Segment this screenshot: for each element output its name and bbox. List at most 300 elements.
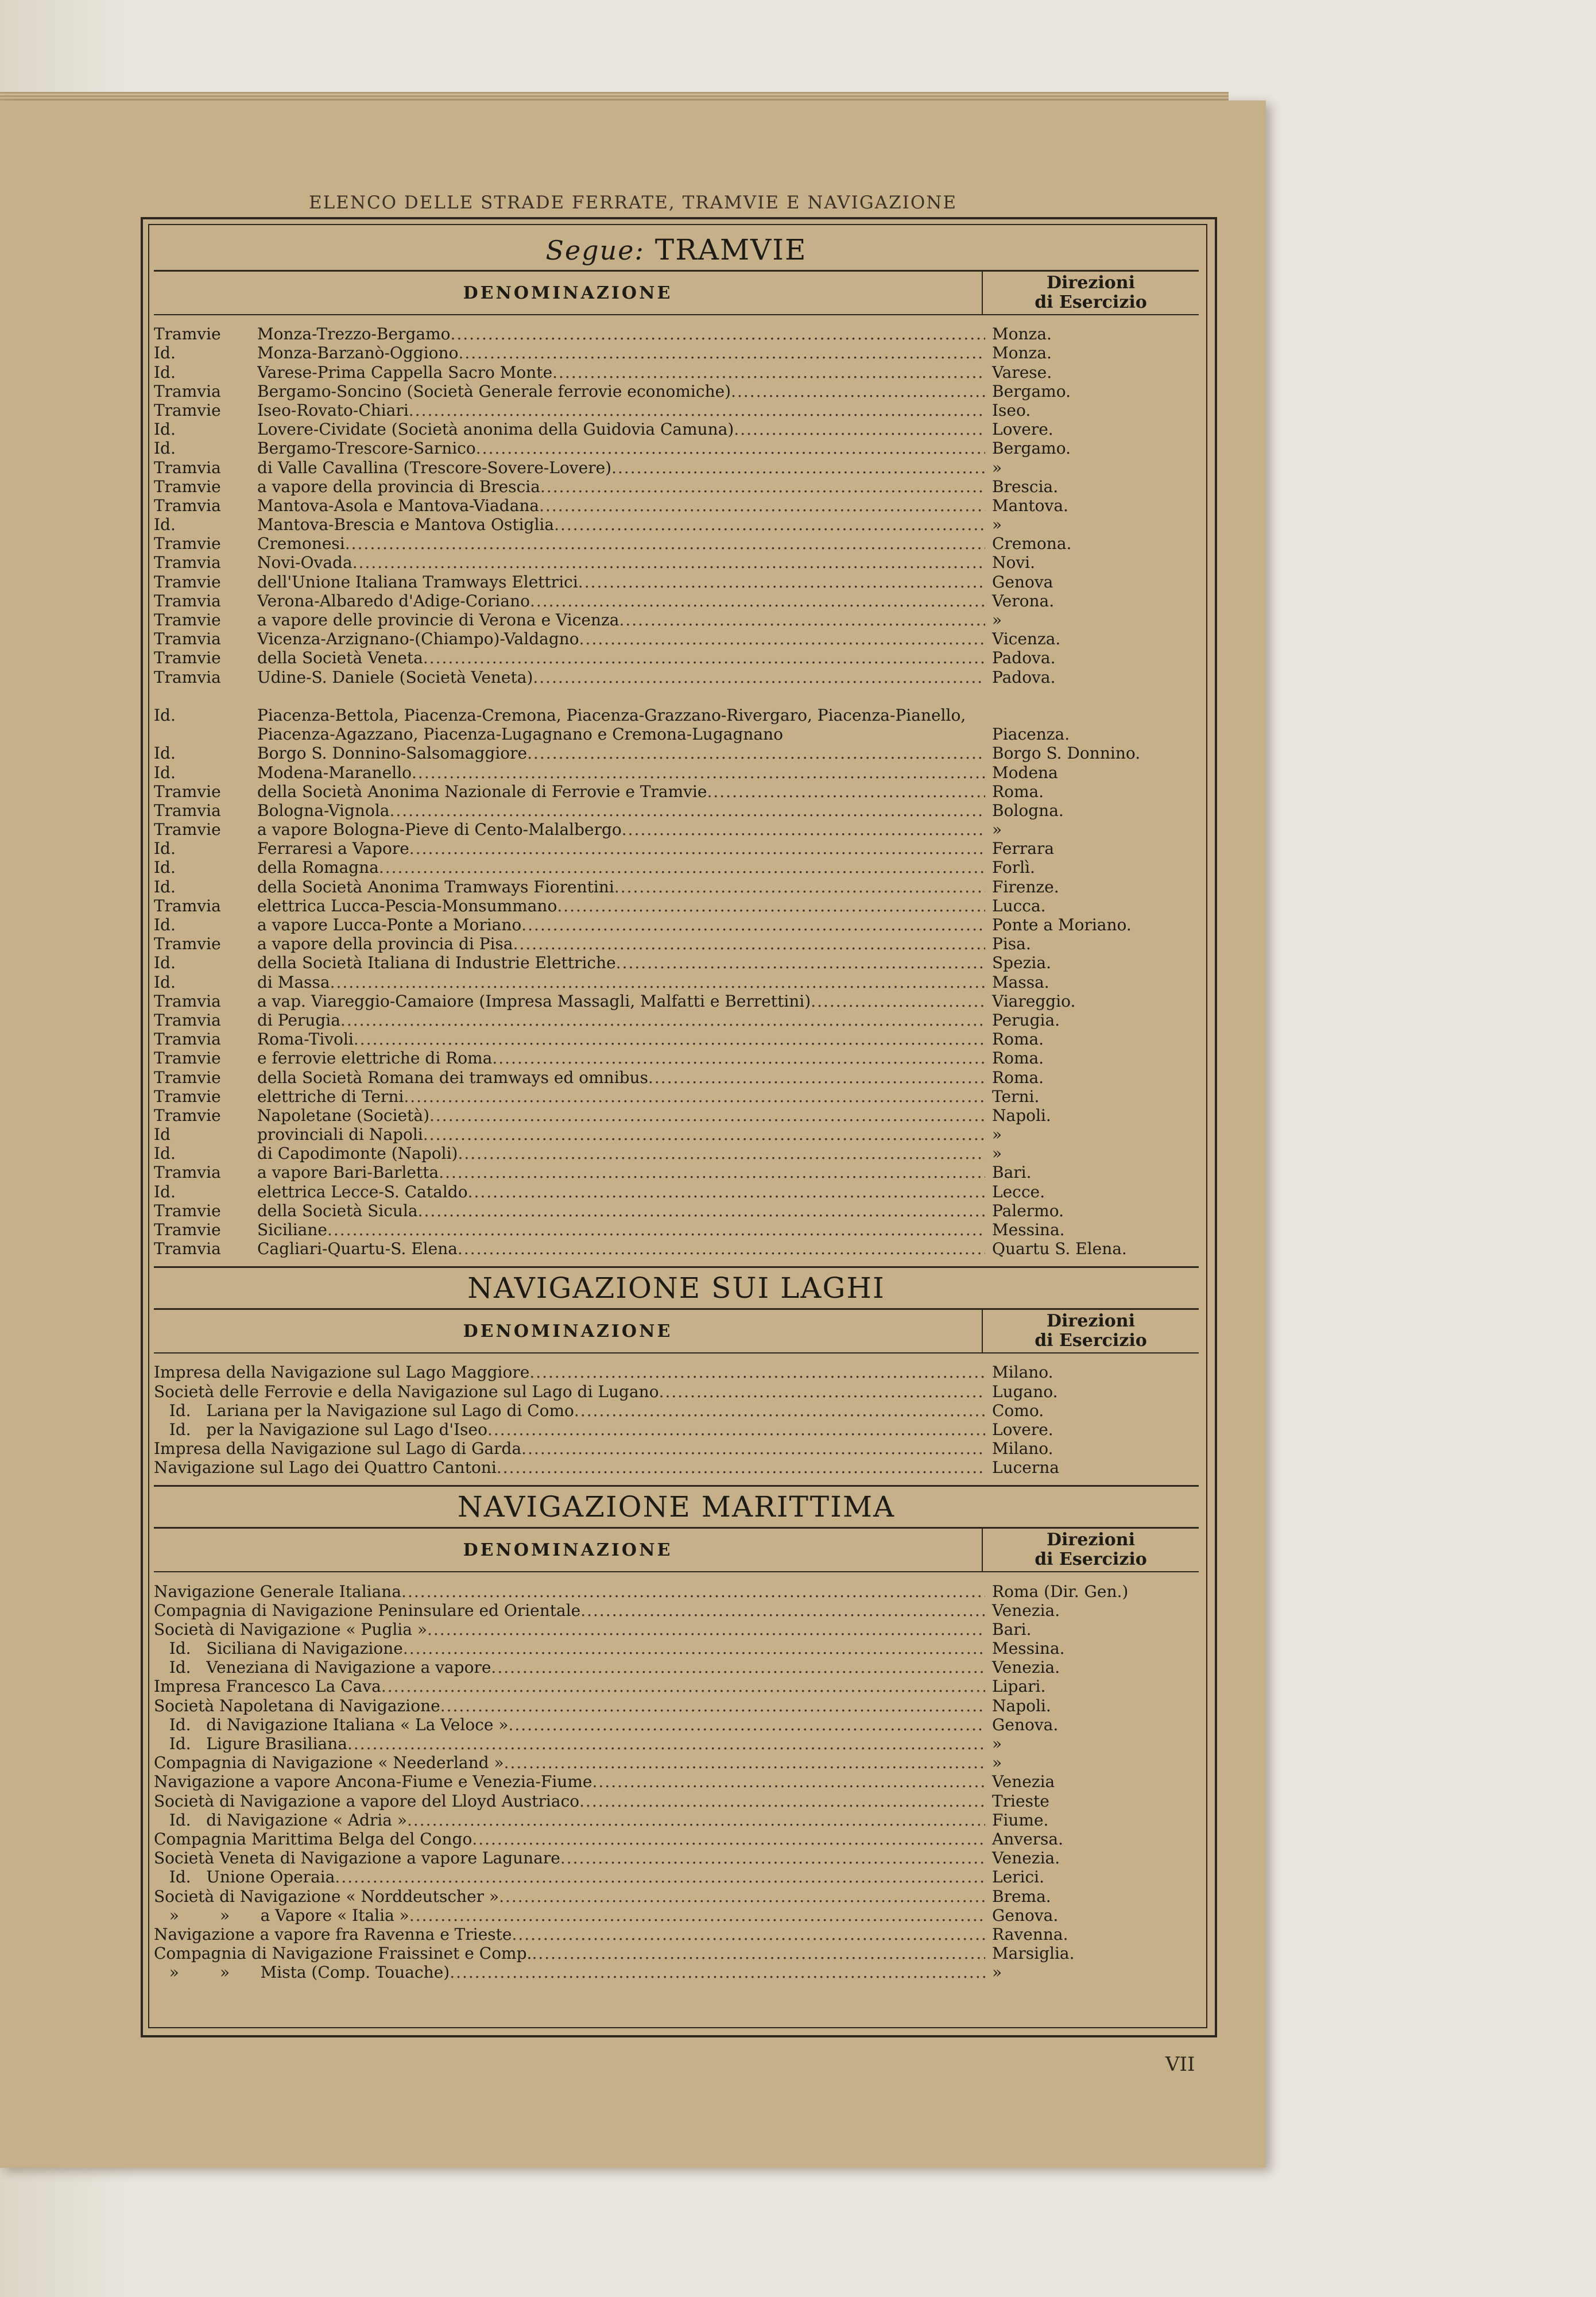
leader-dots (557, 896, 985, 915)
row-name: Compagnia di Navigazione Fraissinet e Comp. (154, 1944, 532, 1963)
row-type: Tramvia (154, 896, 221, 915)
table-row (154, 1049, 1199, 1068)
row-type: Tramvie (154, 324, 221, 344)
leader-dots (560, 1849, 985, 1867)
table-row (154, 1772, 1199, 1791)
direzione-cell: » (992, 1125, 1002, 1144)
direzione-cell: Terni. (992, 1086, 1040, 1106)
row-name: » » a Vapore « Italia » (154, 1905, 409, 1925)
row-name: di Massa (257, 972, 330, 992)
row-name: Iseo-Rovato-Chiari (257, 400, 409, 420)
row-type: Tramvie (154, 400, 221, 420)
denominazione-cell (154, 534, 985, 553)
leader-dots (407, 1811, 985, 1830)
row-type: Id. (154, 744, 176, 763)
table-row (154, 1963, 1199, 1982)
row-name: e ferrovie elettriche di Roma (257, 1049, 493, 1068)
leader-dots (330, 973, 985, 992)
row-type: Id. (154, 877, 176, 896)
leader-dots (458, 1144, 985, 1163)
direzione-cell: Palermo. (992, 1201, 1064, 1220)
row-name: Bergamo-Soncino (Società Generale ferrovie economiche) (257, 381, 731, 401)
row-type: Id. (154, 915, 176, 935)
row-name: Lovere-Cividate (Società anonima della Guidovia Camuna) (257, 420, 734, 439)
row-name: Società di Navigazione « Puglia » (154, 1619, 427, 1639)
section-tramvie (154, 230, 1199, 1258)
title-tramvie: TRAMVIE (654, 233, 807, 266)
denominazione-cell (154, 1458, 985, 1477)
denominazione-cell (154, 1401, 985, 1420)
row-type: Id. (154, 706, 176, 725)
table-row (154, 382, 1199, 401)
leader-dots (580, 1601, 985, 1620)
table-row (154, 1382, 1199, 1401)
leader-dots (521, 1439, 985, 1458)
direzione-cell: Varese. (992, 362, 1052, 382)
row-name: elettrica Lucca-Pescia-Monsummano (257, 896, 557, 915)
row-type: Tramvia (154, 1010, 221, 1030)
leader-dots (423, 648, 985, 667)
table-row (154, 420, 1199, 439)
table-row (154, 801, 1199, 820)
table-row (154, 1420, 1199, 1439)
row-type: Id. (154, 858, 176, 877)
row-name: a vapore della provincia di Brescia (257, 477, 540, 496)
denominazione-cell (154, 1753, 985, 1772)
leader-dots (521, 915, 985, 934)
direzione-cell: Fiume. (992, 1810, 1049, 1830)
denominazione-cell (154, 515, 985, 534)
row-name: Id. Ligure Brasiliana (154, 1734, 347, 1754)
denominazione-cell (154, 1363, 985, 1382)
row-name: Napoletane (Società) (257, 1105, 429, 1125)
direzione-cell: Lovere. (992, 1420, 1053, 1439)
row-name: a vapore Lucca-Ponte a Moriano (257, 915, 522, 935)
denominazione-cell (154, 1963, 985, 1982)
table-row (154, 1849, 1199, 1867)
leader-dots (340, 1011, 985, 1030)
denominazione-cell (154, 1792, 985, 1811)
table-row (154, 515, 1199, 534)
direzione-cell: Mantova. (992, 496, 1068, 515)
row-name: Impresa della Navigazione sul Lago Maggiore (154, 1363, 530, 1382)
table-row (154, 1087, 1199, 1106)
denominazione-cell (154, 553, 985, 572)
denominazione-cell (154, 610, 985, 629)
section-title-tramvie (154, 230, 1199, 270)
denominazione-cell (154, 1867, 985, 1886)
row-type: Id. (154, 362, 176, 382)
denominazione-cell (154, 801, 985, 820)
direzione-cell: Viareggio. (992, 991, 1076, 1011)
title-segue: Segue: (545, 235, 645, 266)
direzione-cell: Messina. (992, 1639, 1065, 1658)
direzione-cell: Ravenna. (992, 1924, 1068, 1944)
table-row (154, 1906, 1199, 1925)
denominazione-cell (154, 1658, 985, 1677)
row-name: Modena-Maranello (257, 763, 412, 782)
table-row (154, 1811, 1199, 1830)
row-name: Id. di Navigazione « Adria » (154, 1810, 407, 1830)
table-row (154, 648, 1199, 667)
table-row (154, 1581, 1199, 1600)
leader-dots (527, 744, 985, 763)
direzione-cell: » (992, 1734, 1002, 1754)
denominazione-cell (154, 973, 985, 992)
denominazione-cell (154, 1182, 985, 1201)
column-header (154, 272, 1199, 315)
denominazione-cell (154, 496, 985, 515)
table-row (154, 1601, 1199, 1620)
leader-dots (352, 553, 985, 572)
denominazione-cell (154, 1906, 985, 1925)
denominazione-cell (154, 1601, 985, 1620)
leader-dots (731, 382, 985, 401)
table-row (154, 1163, 1199, 1182)
row-name: Id. Unione Operaia (154, 1867, 335, 1887)
row-name: della Società Italiana di Industrie Elettriche (257, 953, 616, 973)
row-name: Mantova-Brescia e Mantova Ostiglia (257, 515, 555, 535)
direzione-cell: Firenze. (992, 877, 1059, 896)
leader-dots (509, 1715, 986, 1734)
row-name: Navigazione sul Lago dei Quattro Cantoni (154, 1458, 497, 1478)
row-name: Bologna-Vignola (257, 801, 390, 820)
denominazione-cell (154, 401, 985, 420)
table-row (154, 687, 1199, 744)
row-type: Tramvia (154, 991, 221, 1011)
direzione-cell: Perugia. (992, 1010, 1060, 1030)
denominazione-cell (154, 1220, 985, 1239)
leader-dots (491, 1658, 985, 1677)
leader-dots (429, 1106, 985, 1125)
direzione-cell: Lipari. (992, 1677, 1046, 1696)
denominazione-cell (154, 1087, 985, 1106)
row-type: Tramvia (154, 667, 221, 687)
denominazione-cell (154, 1887, 985, 1906)
row-type: Tramvie (154, 934, 221, 954)
table-row (154, 1182, 1199, 1201)
leader-dots (345, 534, 985, 553)
leader-dots (379, 858, 985, 877)
direzione-cell: Cremona. (992, 534, 1072, 554)
leader-dots (389, 801, 985, 820)
direzione-cell: Forlì. (992, 858, 1035, 877)
row-name: Udine-S. Daniele (Società Veneta) (257, 667, 533, 687)
column-header (154, 1310, 1199, 1354)
row-name: a vap. Viareggio-Camaiore (Impresa Massagli, Malfatti e Berrettini) (257, 991, 811, 1011)
row-type: Tramvia (154, 801, 221, 820)
row-name: di Capodimonte (Napoli) (257, 1144, 458, 1163)
table-row (154, 667, 1199, 686)
row-name: di Valle Cavallina (Trescore-Sovere-Lovere) (257, 458, 612, 477)
table-row (154, 1830, 1199, 1849)
denominazione-cell (154, 439, 985, 458)
direzione-cell: » (992, 1963, 1002, 1982)
page-number: VII (1165, 2053, 1195, 2076)
row-type: Tramvie (154, 1068, 221, 1087)
denominazione-cell (154, 1582, 985, 1601)
table-row (154, 1401, 1199, 1420)
denominazione-cell (154, 706, 985, 744)
direzione-cell: Padova. (992, 667, 1056, 687)
row-name: Id. Lariana per la Navigazione sul Lago di Como (154, 1401, 574, 1420)
row-name: della Società Romana dei tramways ed omnibus (257, 1068, 648, 1087)
table-row (154, 934, 1199, 953)
direzione-cell: Lucerna (992, 1458, 1059, 1478)
table-row (154, 1658, 1199, 1677)
leader-dots (552, 363, 985, 382)
direzione-cell: Lovere. (992, 420, 1053, 439)
row-name: Navigazione a vapore fra Ravenna e Trieste (154, 1924, 512, 1944)
tramvie-list (154, 324, 1199, 1258)
table-row (154, 1753, 1199, 1772)
row-name: Società Veneta di Navigazione a vapore Lagunare (154, 1849, 560, 1868)
denominazione-cell (154, 1439, 985, 1458)
row-name: a vapore della provincia di Pisa (257, 934, 513, 954)
direzione-cell: Anversa. (992, 1829, 1063, 1849)
col-direzioni (982, 272, 1199, 315)
denominazione-cell (154, 1620, 985, 1639)
row-type: Tramvie (154, 820, 221, 840)
leader-dots (476, 439, 985, 458)
leader-dots (592, 1772, 985, 1791)
table-row (154, 1458, 1199, 1477)
denominazione-cell (154, 782, 985, 801)
row-name: Id. Siciliana di Navigazione (154, 1639, 403, 1658)
direzione-cell: Venezia. (992, 1658, 1060, 1677)
row-type: Tramvie (154, 1105, 221, 1125)
direzione-cell: Lecce. (992, 1182, 1045, 1201)
direzione-cell: Massa. (992, 972, 1049, 992)
row-type: Id. (154, 1182, 176, 1201)
row-type: Id (154, 1125, 171, 1144)
denominazione-cell (154, 1144, 985, 1163)
direzione-cell: Genova. (992, 1905, 1059, 1925)
col-direzioni-line1: Direzioni (1047, 273, 1135, 293)
denominazione-cell (154, 1849, 985, 1867)
leader-dots (327, 1220, 985, 1239)
row-name: Mantova-Asola e Mantova-Viadana (257, 496, 540, 515)
table-row (154, 763, 1199, 782)
row-type: Id. (154, 953, 176, 973)
denominazione-cell (154, 458, 985, 477)
row-name: Compagnia di Navigazione « Neederland » (154, 1753, 504, 1773)
row-type: Tramvie (154, 610, 221, 629)
direzione-cell: Ferrara (992, 839, 1055, 859)
leader-dots (707, 782, 985, 801)
leader-dots (409, 1906, 985, 1925)
table-row (154, 820, 1199, 839)
direzione-cell: Genova (992, 572, 1053, 591)
row-name: elettriche di Terni (257, 1086, 404, 1106)
row-type: Tramvia (154, 1239, 221, 1259)
row-name: a vapore delle provincie di Verona e Vicenza (257, 610, 619, 629)
row-name: Bergamo-Trescore-Sarnico (257, 439, 476, 458)
leader-dots (381, 1677, 985, 1696)
row-type: Tramvie (154, 648, 221, 668)
content-area (154, 230, 1199, 2018)
row-name: Navigazione a vapore Ancona-Fiume e Venezia-Fiume (154, 1772, 592, 1792)
denominazione-cell (154, 324, 985, 343)
denominazione-cell (154, 1030, 985, 1049)
row-name: Novi-Ovada (257, 553, 352, 573)
row-type: Id. (154, 420, 176, 439)
section-laghi (154, 1268, 1199, 1477)
row-name: » » Mista (Comp. Touache) (154, 1963, 450, 1982)
leader-dots (472, 1830, 985, 1849)
row-name: Compagnia di Navigazione Peninsulare ed Orientale (154, 1600, 581, 1620)
denominazione-cell (154, 877, 985, 896)
table-row (154, 972, 1199, 991)
row-type: Tramvie (154, 782, 221, 801)
direzione-cell: Modena (992, 763, 1058, 782)
leader-dots (574, 1401, 985, 1420)
col-direzioni-line2: di Esercizio (1035, 1331, 1147, 1351)
table-row (154, 1791, 1199, 1810)
direzione-cell: Lucca. (992, 896, 1046, 915)
denominazione-cell (154, 992, 985, 1011)
leader-dots (504, 1753, 985, 1772)
leader-dots (811, 992, 985, 1011)
row-name: Società delle Ferrovie e della Navigazione sul Lago di Lugano (154, 1382, 659, 1401)
denominazione-cell (154, 343, 985, 362)
row-type: Id. (154, 972, 176, 992)
table-row (154, 1734, 1199, 1753)
row-name: Ferraresi a Vapore (257, 839, 409, 859)
denominazione-cell (154, 1811, 985, 1830)
row-name: della Romagna (257, 858, 379, 877)
direzione-cell: Quartu S. Elena. (992, 1239, 1127, 1259)
direzione-cell: Genova. (992, 1715, 1059, 1734)
row-type: Tramvie (154, 1086, 221, 1106)
direzione-cell: Messina. (992, 1220, 1065, 1240)
row-name: Borgo S. Donnino-Salsomaggiore (257, 744, 528, 763)
row-type: Tramvie (154, 1201, 221, 1220)
leader-dots (614, 877, 985, 896)
direzione-cell: Padova. (992, 648, 1056, 668)
row-name: provinciali di Napoli (257, 1125, 423, 1144)
table-row (154, 458, 1199, 477)
table-row (154, 439, 1199, 458)
col-direzioni-line1: Direzioni (1047, 1530, 1135, 1550)
table-row (154, 1030, 1199, 1049)
row-name: a vapore Bari-Barletta (257, 1163, 439, 1182)
leader-dots (404, 1087, 985, 1106)
table-row (154, 1677, 1199, 1696)
row-name: Impresa della Navigazione sul Lago di Garda (154, 1439, 522, 1459)
section-title-laghi: NAVIGAZIONE SUI LAGHI (467, 1271, 885, 1305)
leader-dots (513, 934, 985, 953)
leader-dots (497, 1458, 985, 1477)
row-name: Società Napoletana di Navigazione (154, 1696, 440, 1715)
denominazione-cell (154, 629, 985, 648)
table-row (154, 1867, 1199, 1886)
denominazione-cell (154, 1639, 985, 1658)
denominazione-cell (154, 1125, 985, 1144)
table-row (154, 1715, 1199, 1734)
direzione-cell: » (992, 820, 1002, 840)
table-row (154, 362, 1199, 381)
column-header (154, 1529, 1199, 1572)
denominazione-cell (154, 420, 985, 439)
table-row (154, 591, 1199, 610)
direzione-cell: Borgo S. Donnino. (992, 744, 1141, 763)
row-type: Tramvia (154, 381, 221, 401)
row-name: Id. per la Navigazione sul Lago d'Iseo (154, 1420, 487, 1439)
row-name: Monza-Barzanò-Oggiono (257, 343, 459, 363)
leader-dots (512, 1925, 985, 1944)
leader-dots (492, 1049, 985, 1068)
direzione-cell: Roma (Dir. Gen.) (992, 1581, 1129, 1601)
row-name: Siciliane (257, 1220, 327, 1240)
leader-dots (532, 1944, 985, 1963)
leader-dots (530, 591, 985, 610)
direzione-cell: Vicenza. (992, 629, 1061, 649)
row-type: Tramvia (154, 553, 221, 573)
col-direzioni-line2: di Esercizio (1035, 1549, 1147, 1570)
direzione-cell: Monza. (992, 324, 1052, 344)
denominazione-cell (154, 648, 985, 667)
row-type: Id. (154, 839, 176, 859)
direzione-cell: Ponte a Moriano. (992, 915, 1132, 935)
leader-dots (619, 610, 985, 629)
leader-dots (458, 1239, 985, 1258)
row-type: Tramvie (154, 477, 221, 496)
table-row (154, 1239, 1199, 1258)
direzione-cell: Brema. (992, 1886, 1051, 1906)
leader-dots (335, 1867, 985, 1886)
denominazione-cell (154, 573, 985, 591)
table-row (154, 1944, 1199, 1963)
row-name: elettrica Lecce-S. Cataldo (257, 1182, 468, 1201)
row-type: Tramvie (154, 1049, 221, 1068)
table-row (154, 1220, 1199, 1239)
section-marittima (154, 1487, 1199, 1982)
leader-dots (648, 1068, 985, 1087)
leader-dots (439, 1163, 985, 1182)
row-name: Società di Navigazione « Norddeutscher » (154, 1886, 499, 1906)
denominazione-cell (154, 1049, 985, 1068)
table-row (154, 744, 1199, 763)
denominazione-cell (154, 1944, 985, 1963)
table-row (154, 1439, 1199, 1458)
table-row (154, 324, 1199, 343)
denominazione-cell (154, 915, 985, 934)
row-name: Società di Navigazione a vapore del Lloyd Austriaco (154, 1791, 580, 1811)
col-denominazione: DENOMINAZIONE (154, 1310, 982, 1354)
table-row (154, 915, 1199, 934)
leader-dots (611, 458, 985, 477)
row-name: Id. di Navigazione Italiana « La Veloce » (154, 1715, 509, 1734)
denominazione-cell (154, 763, 985, 782)
direzione-cell: Venezia. (992, 1600, 1060, 1620)
leader-dots (423, 1125, 985, 1144)
table-row (154, 896, 1199, 915)
table-row (154, 782, 1199, 801)
denominazione-cell (154, 896, 985, 915)
table-row (154, 839, 1199, 858)
denominazione-cell (154, 1830, 985, 1849)
marittima-list (154, 1581, 1199, 1982)
table-row (154, 1068, 1199, 1086)
leader-dots (554, 515, 985, 534)
row-type: Tramvia (154, 591, 221, 610)
leader-dots (499, 1887, 985, 1906)
row-name: di Perugia (257, 1010, 340, 1030)
leader-dots (659, 1382, 985, 1401)
direzione-cell: Roma. (992, 1049, 1044, 1068)
leader-dots (347, 1734, 985, 1753)
